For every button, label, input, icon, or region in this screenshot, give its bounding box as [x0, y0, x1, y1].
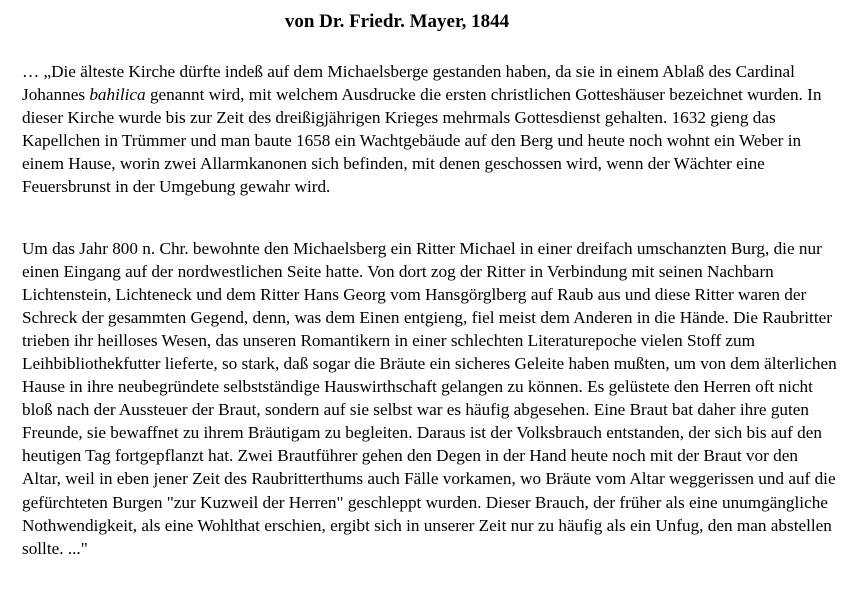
- paragraph-1-text-b: genannt wird, mit welchem Ausdrucke die ersten christlichen Gotteshäuser bezeichnet wurden. In dieser Kirche wurde bis zur Zeit des dreißigjährigen Krieges mehrmals Gottesdienst gehalten. 1632 gieng das Kapellchen in Trümmer und man baute 1658 ein Wachtgebäude auf den Berg und heute noch wohnt ein Weber in einem Hause, worin zwei Allarmkanonen sich befinden, mit denen geschossen wird, wenn der Wächter eine Feuersbrunst in der Umgebung gewahr wird.: [22, 85, 822, 197]
- document-title: von Dr. Friedr. Mayer, 1844: [284, 11, 510, 32]
- paragraph-1-text-a: … „Die älteste Kirche dürfte indeß auf dem Michaelsberge gestanden haben, da sie in einem Ablaß des Cardinal Johannes: [22, 62, 795, 105]
- paragraph-2: Um das Jahr 800 n. Chr. bewohnte den Michaelsberg ein Ritter Michael in einer dreifach umschanzten Burg, die nur einen Eingang auf der nordwestlichen Seite hatte. Von dort zog der Ritter in Verbindung mit seinen Nachbarn Lichtenstein, Lichteneck und dem Ritter Hans Georg vom Hansgörglberg auf Raub aus und diese Ritter waren der Schreck der gesammten Gegend, denn, was dem Einen entgieng, fiel meist dem Anderen in die Hände. Die Raubritter trieben ihr heilloses Wesen, das unseren Romantikern in einer schlechten Literaturepoche vielen Stoff zum Leihbibliothekfutter lieferte, so stark, daß sogar die Bräute ein sicheres Geleite haben mußten, um von dem älterlichen Hause in ihre neubegründete selbstständige Hauswirthschaft gelangen zu können. Es gelüstete den Herren oft nicht bloß nach der Aussteuer der Braut, sondern auf sie selbst war es häufig abgesehen. Eine Braut bat daher ihre guten Freunde, sie bewaffnet zu ihrem Bräutigam zu begleiten. Daraus ist der Volksbrauch entstanden, der sich bis auf den heutigen Tag fortgepflanzt hat. Zwei Brautführer gehen den Degen in der Hand heute noch mit der Braut vor den Altar, weil in eben jener Zeit des Raubritterthums auch Fälle vorkamen, wo Bräute vom Altar weggerissen und auf die gefürchteten Burgen "zur Kuzweil der Herren" geschleppt wurden. Dieser Brauch, der früher als eine unumgängliche Nothwendigkeit, als eine Wohlthat erschien, ergibt sich in unserer Zeit nur zu häufig als ein Unfug, den man abstellen sollte. ...": [22, 239, 837, 558]
- paragraph-1: [22, 60, 840, 198]
- paragraph-1-italic-term: bahilica: [89, 85, 146, 105]
